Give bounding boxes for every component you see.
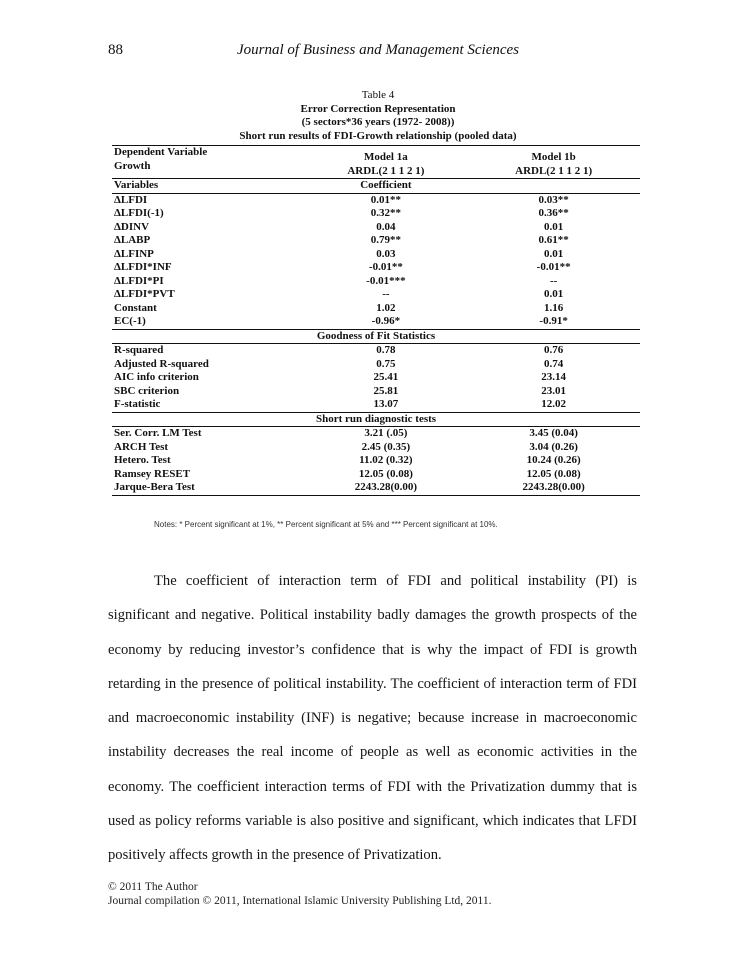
model2-value-cell: 0.76 [544,344,564,356]
variable-name-cell: Ramsey RESET [114,467,191,480]
variable-name-cell: ΔLFDI(-1) [114,207,164,219]
model1-value-cell: -0.01** [368,261,403,273]
variable-name-cell: F-statistic [114,398,161,410]
table-row [112,275,640,289]
model2-value-cell: 0.03** [538,193,569,206]
model2-spec: ARDL(2 1 1 2 1) [515,165,593,177]
table-row [112,302,640,316]
model2-value-cell: 12.05 (0.08) [526,467,581,480]
table-row [112,454,640,468]
model1-value-cell: 0.32** [370,207,401,219]
journal-name: Journal of Business and Management Sciences [236,42,520,58]
table-row [112,427,640,441]
model1-value-cell: -- [382,288,390,300]
model2-value-cell: 12.02 [541,398,567,410]
model1-value-cell: 13.07 [373,398,399,410]
table-row [112,261,640,275]
model2-value-cell: 23.01 [541,384,567,397]
model1-value-cell: -0.01*** [366,274,406,287]
table-caption [108,89,648,143]
table-row [112,221,640,235]
goodness-of-fit-section-row [112,329,640,344]
model1-header [304,146,467,179]
table-row [112,385,640,399]
dependent-variable-label: Dependent Variable [114,146,208,158]
variable-name-cell: AIC info criterion [114,371,199,383]
variable-name-cell: ΔLFDI*PI [114,274,164,287]
table-row [112,193,640,207]
table-row [112,248,640,262]
variable-name-cell: ΔLFDI [114,193,148,206]
model1-value-cell: 11.02 (0.32) [359,454,413,466]
model1-value-cell: 3.21 (.05) [364,427,408,439]
table-row [112,468,640,482]
model2-value-cell: 2243.28(0.00) [522,481,585,493]
table-header-row [112,146,640,179]
variables-label: Variables [114,179,159,191]
table-row [112,481,640,495]
model2-value-cell: 0.74 [544,357,564,370]
model1-value-cell: 1.02 [376,301,396,314]
variable-name-cell: SBC criterion [114,384,180,397]
model1-spec: ARDL(2 1 1 2 1) [347,165,425,177]
model1-value-cell: -0.96* [371,315,401,327]
table-row [112,344,640,358]
model1-value-cell: 25.81 [373,384,399,397]
table-notes: Notes: * Percent significant at 1%, ** Percent significant at 5% and *** Percent significant at 10%. [154,520,498,529]
variable-name-cell: ΔLFDI*INF [114,261,172,273]
table-row [112,441,640,455]
table-number: Table 4 [361,89,395,101]
results-table [112,145,640,496]
variable-name-cell: ARCH Test [114,440,169,453]
model1-value-cell: 12.05 (0.08) [358,467,413,480]
model1-value-cell: 2243.28(0.00) [354,481,418,493]
variable-name-cell: Jarque-Bera Test [114,481,195,493]
page-footer [108,880,668,908]
table-row [112,398,640,412]
variable-name-cell: EC(-1) [114,315,146,327]
diagnostic-tests-section-label: Short run diagnostic tests [315,412,437,425]
table-row [112,207,640,221]
model2-name: Model 1b [531,151,576,163]
variable-name-cell: ΔLFINP [114,247,154,260]
model2-value-cell: 1.16 [544,301,564,314]
model2-value-cell: 0.01 [544,220,564,233]
table-sample: (5 sectors*36 years (1972- 2008)) [301,116,455,128]
variable-name-cell: Constant [114,301,157,314]
journal-compilation-line: Journal compilation © 2011, International Islamic University Publishing Ltd, 2011. [108,895,492,907]
table-row [112,371,640,385]
model1-value-cell: 25.41 [373,371,399,383]
model1-value-cell: 0.03 [376,247,396,260]
model2-value-cell: -0.91* [539,315,568,327]
table-subtitle: Short run results of FDI-Growth relationship (pooled data) [239,129,517,142]
diagnostic-tests-section-row [112,412,640,427]
dependent-variable-value: Growth [114,159,151,172]
variable-name-cell: ΔDINV [114,220,150,233]
variable-name-cell: ΔLABP [114,234,151,246]
model2-value-cell: 3.45 (0.04) [529,427,578,439]
model2-value-cell: 23.14 [541,371,567,383]
variables-header-row [112,179,640,194]
table-row [112,234,640,248]
table-title: Error Correction Representation [300,102,456,115]
model1-name: Model 1a [364,151,408,163]
page-number: 88 [108,42,123,58]
copyright-line: © 2011 The Author [108,881,198,893]
model1-value-cell: 0.79** [370,234,401,246]
model2-value-cell: 0.01 [544,288,564,300]
table-row [112,288,640,302]
table-row [112,358,640,372]
model2-value-cell: 0.36** [538,207,569,219]
model1-value-cell: 0.78 [376,344,396,356]
page-header [108,42,648,64]
model2-value-cell: 10.24 (0.26) [526,454,581,466]
model2-value-cell: 0.61** [538,234,569,246]
model1-value-cell: 0.01** [370,193,401,206]
variable-name-cell: R-squared [114,344,164,356]
model1-value-cell: 0.04 [376,220,396,233]
variable-name-cell: ΔLFDI*PVT [114,288,175,300]
model2-header [467,146,640,179]
model2-value-cell: -- [549,274,558,287]
variable-name-cell: Ser. Corr. LM Test [114,427,202,439]
coefficient-label: Coefficient [360,179,412,191]
model2-value-cell: 0.01 [544,247,564,260]
goodness-of-fit-section-label: Goodness of Fit Statistics [316,329,436,342]
model2-value-cell: 3.04 (0.26) [529,440,578,453]
body-paragraph: The coefficient of interaction term of FDI and political instability (PI) is significant and negative. Political instability badly damages the growth prospects of the economy by reducing investor’s confidence that is why the impact of FDI is growth retarding in the presence of political instability. The coefficient of interaction term of FDI and macroeconomic instability (INF) is negative; because increase in macroeconomic instability decreases the real income of people as well as economic activities in the economy. The coefficient interaction terms of FDI with the Privatization dummy that is used as policy reforms variable is also positive and significant, which indicates that LFDI positively affects growth in the presence of Privatization. [108,573,637,864]
model1-value-cell: 0.75 [376,357,396,370]
model1-value-cell: 2.45 (0.35) [361,440,411,453]
variable-name-cell: Adjusted R-squared [114,357,209,370]
variable-name-cell: Hetero. Test [114,454,171,466]
model2-value-cell: -0.01** [536,261,571,273]
dependent-variable-header [112,146,304,179]
table-row [112,315,640,329]
